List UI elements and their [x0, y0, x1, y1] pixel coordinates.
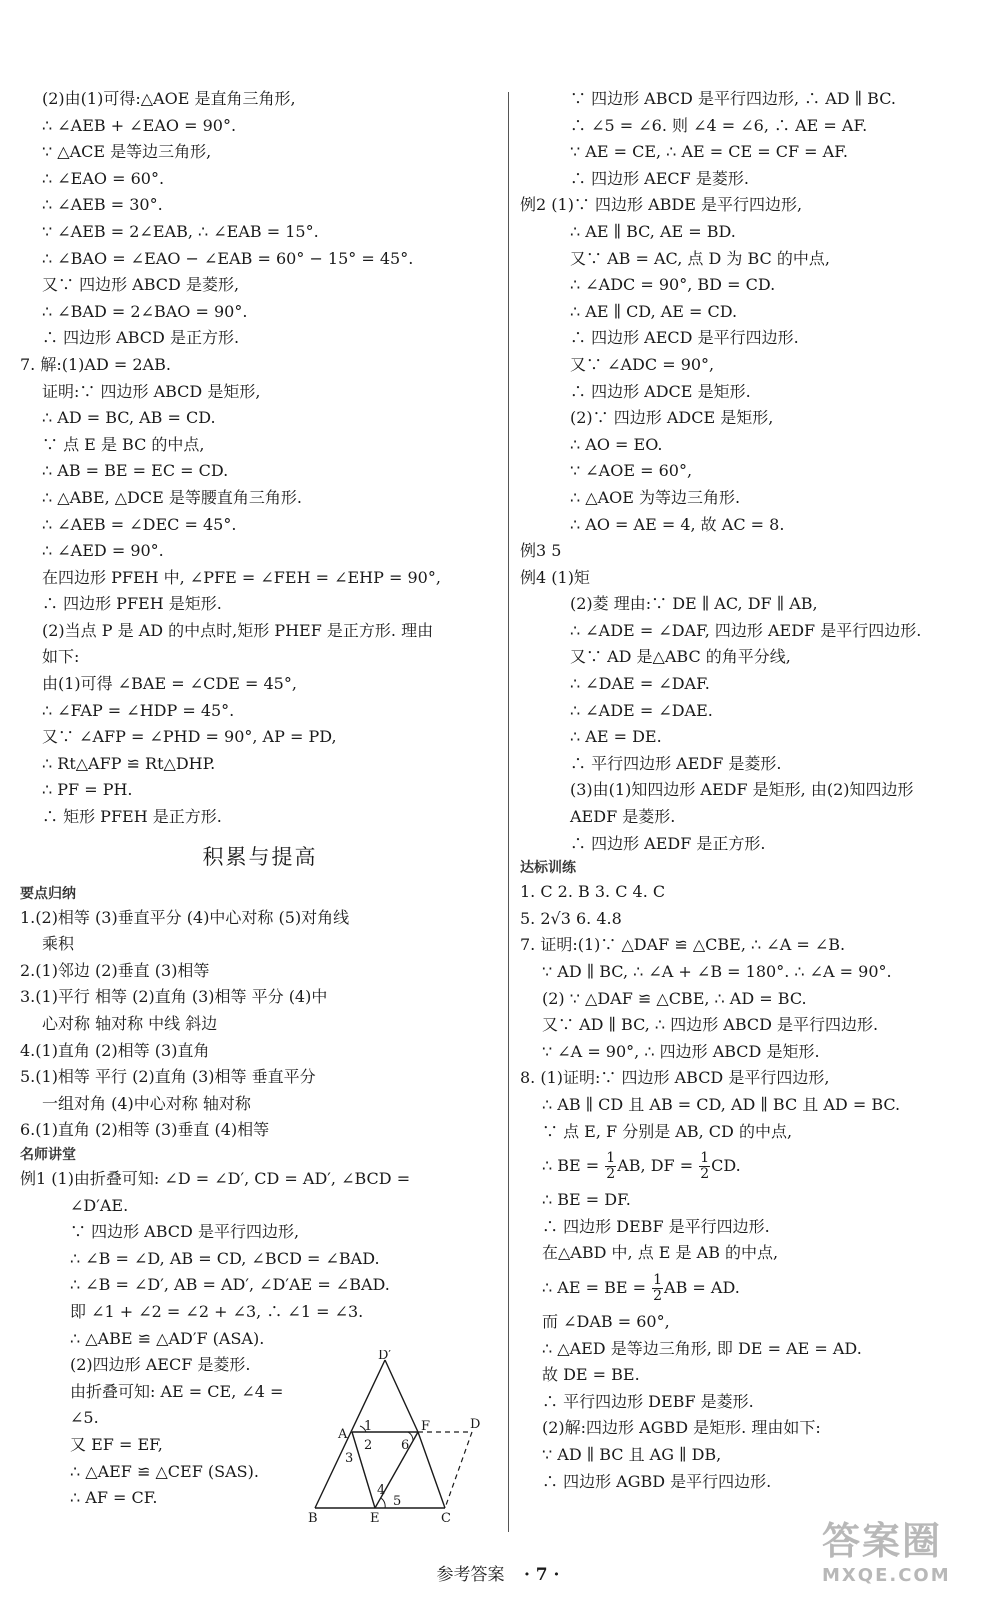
text-line: 又∵ AD 是△ABC 的角平分线, — [570, 647, 791, 667]
list-item: 乘积 — [42, 934, 75, 954]
fraction — [652, 1273, 663, 1303]
text-line: ∴ AB = BE = EC = CD. — [42, 461, 229, 481]
numerator: 1 — [606, 1150, 616, 1167]
text-line: ∴ Rt△AFP ≌ Rt△DHP. — [42, 753, 216, 773]
text-line: ∴ 四边形 DEBF 是平行四边形. — [542, 1216, 770, 1236]
text-fragment: CD. — [711, 1156, 741, 1176]
text-line: ∴ ∠DAE = ∠DAF. — [570, 674, 710, 694]
numerator: 1 — [653, 1272, 663, 1289]
folding-figure — [300, 1350, 485, 1525]
watermark-url: MXQE.COM — [822, 1565, 951, 1586]
text-line: ∴ PF = PH. — [42, 780, 133, 800]
text-line: 8. (1)证明:∵ 四边形 ABCD 是平行四边形, — [520, 1068, 830, 1088]
example-2 — [520, 192, 990, 538]
text-line: 在△ABD 中, 点 E 是 AB 的中点, — [542, 1243, 779, 1263]
text-line: ∴ 四边形 ADCE 是矩形. — [570, 381, 751, 401]
text-line: 又∵ ∠ADC = 90°, — [570, 354, 715, 374]
text-line: ∴ 矩形 PFEH 是正方形. — [42, 807, 222, 827]
text-line: ∴ 四边形 ABCD 是正方形. — [42, 328, 240, 348]
label-d: D — [470, 1417, 481, 1432]
text-line: 在四边形 PFEH 中, ∠PFE = ∠FEH = ∠EHP = 90°, — [42, 567, 441, 587]
training-heading: 达标训练 — [520, 860, 576, 877]
text-line: ∴ 平行四边形 DEBF 是菱形. — [542, 1391, 754, 1411]
denominator: 2 — [653, 1287, 663, 1304]
text-line: ∴ ∠FAP = ∠HDP = 45°. — [42, 700, 235, 720]
list-item: 6.(1)直角 (2)相等 (3)垂直 (4)相等 — [20, 1120, 270, 1140]
label-angle-6: 6 — [401, 1438, 410, 1453]
text-line: 又∵ 四边形 ABCD 是菱形, — [42, 275, 240, 295]
text-line: 又∵ AB = AC, 点 D 为 BC 的中点, — [570, 248, 830, 268]
text-line: ∴ AE = DE. — [570, 727, 662, 747]
text-line: ∴ ∠ADE = ∠DAE. — [570, 700, 713, 720]
fraction — [699, 1151, 710, 1181]
edge-dprime-b — [315, 1360, 385, 1508]
text-line: ∴ 四边形 PFEH 是矩形. — [42, 594, 222, 614]
text-line: (2)四边形 AECF 是菱形. — [70, 1355, 251, 1375]
denominator: 2 — [700, 1166, 710, 1183]
edge-dprime-f — [385, 1360, 418, 1432]
label-b: B — [308, 1511, 318, 1525]
fraction-line — [520, 1267, 990, 1309]
text-line: ∴ ∠AEB + ∠EAO = 90°. — [42, 115, 237, 135]
text-line: ∴ ∠5 = ∠6. 则 ∠4 = ∠6, ∴ AE = AF. — [570, 115, 868, 135]
list-item: 4.(1)直角 (2)相等 (3)直角 — [20, 1040, 210, 1060]
column-divider — [508, 92, 509, 1532]
text-line: (3)由(1)知四边形 AEDF 是矩形, 由(2)知四边形 — [570, 780, 914, 800]
text-line: 故 DE = BE. — [542, 1365, 640, 1385]
text-line: (2) ∵ △DAF ≌ △CBE, ∴ AD = BC. — [542, 988, 807, 1008]
footer-label: 参考答案 — [436, 1565, 505, 1585]
example-3: 例3 5 — [520, 541, 562, 561]
text-line: ∴ ∠AED = 90°. — [42, 541, 164, 561]
text-line: ∵ AD ∥ BC, ∴ ∠A + ∠B = 180°. ∴ ∠A = 90°. — [542, 962, 892, 981]
text-line: 如下: — [42, 647, 80, 667]
text-line: ∴ △AED 是等边三角形, 即 DE = AE = AD. — [542, 1338, 862, 1358]
text-line: ∴ 平行四边形 AEDF 是菱形. — [570, 753, 782, 773]
text-line: 由折叠可知: AE = CE, ∠4 = — [70, 1381, 284, 1401]
text-line: 又 EF = EF, — [70, 1434, 163, 1454]
text-line: ∴ BE = DF. — [542, 1190, 631, 1210]
label-angle-1: 1 — [364, 1419, 373, 1434]
list-item: 心对称 轴对称 中线 斜边 — [42, 1014, 218, 1033]
text-line: ∵ AE = CE, ∴ AE = CE = CF = AF. — [570, 142, 848, 162]
text-line: ∵ ∠AOE = 60°, — [570, 461, 693, 481]
text-line: ∴ AO = AE = 4, 故 AC = 8. — [570, 514, 785, 534]
text-line: ∴ AE ∥ BC, AE = BD. — [570, 221, 736, 241]
text-line: ∴ ∠B = ∠D, AB = CD, ∠BCD = ∠BAD. — [70, 1248, 380, 1268]
text-line: ∴ ∠ADE = ∠DAF, 四边形 AEDF 是平行四边形. — [570, 620, 922, 640]
text-line: 由(1)可得 ∠BAE = ∠CDE = 45°, — [42, 674, 297, 694]
text-fragment: AB, DF = — [617, 1156, 699, 1176]
left-top-solution — [20, 86, 500, 352]
summary-heading: 要点归纳 — [20, 885, 76, 902]
text-line: 例2 (1)∵ 四边形 ABDE 是平行四边形, — [520, 195, 803, 215]
text-line: ∵ 四边形 ABCD 是平行四边形, ∴ AD ∥ BC. — [570, 89, 896, 108]
text-line: ∴ 四边形 AGBD 是平行四边形. — [542, 1471, 772, 1491]
text-line: ∴ AD = BC, AB = CD. — [42, 408, 216, 428]
label-angle-2: 2 — [364, 1438, 373, 1453]
text-line: ∴ 四边形 AECF 是菱形. — [570, 168, 749, 188]
list-item: 1.(2)相等 (3)垂直平分 (4)中心对称 (5)对角线 — [20, 907, 350, 927]
text-fragment: AB = AD. — [664, 1277, 740, 1297]
text-line: (2)菱 理由:∵ DE ∥ AC, DF ∥ AB, — [570, 594, 818, 614]
text-line: 证明:∵ 四边形 ABCD 是矩形, — [42, 381, 261, 401]
text-line: ∴ AO = EO. — [570, 434, 663, 454]
text-line: ∴ AF = CF. — [70, 1488, 158, 1508]
label-angle-3: 3 — [345, 1451, 354, 1466]
left-column — [20, 86, 500, 1512]
text-line: ∠D′AE. — [70, 1195, 129, 1215]
text-line: ∵ AD ∥ BC 且 AG ∥ DB, — [542, 1444, 722, 1464]
label-f: F — [421, 1419, 431, 1434]
text-line: ∴ ∠B = ∠D′, AB = AD′, ∠D′AE = ∠BAD. — [70, 1275, 390, 1295]
question-7-proof — [520, 932, 990, 1065]
text-line: ∵ 点 E, F 分别是 AB, CD 的中点, — [542, 1121, 793, 1141]
text-line: 而 ∠DAB = 60°, — [542, 1311, 670, 1331]
text-line: 例4 (1)矩 — [520, 567, 590, 587]
text-line: ∠5. — [70, 1408, 99, 1428]
example-4 — [520, 565, 990, 858]
numerator: 1 — [700, 1150, 710, 1167]
text-line: ∴ 四边形 AEDF 是正方形. — [570, 833, 766, 853]
label-a: A — [338, 1427, 348, 1442]
edge-f-c — [418, 1432, 445, 1508]
text-line: ∴ ∠BAO = ∠EAO − ∠EAB = 60° − 15° = 45°. — [42, 248, 414, 268]
text-line: ∴ 四边形 AECD 是平行四边形. — [570, 328, 799, 348]
label-angle-4: 4 — [377, 1483, 386, 1498]
text-line: ∵ 四边形 ABCD 是平行四边形, — [70, 1222, 300, 1242]
text-line: ∴ ∠AEB = ∠DEC = 45°. — [42, 514, 237, 534]
dashed-d-c — [445, 1432, 472, 1508]
text-line: (2)由(1)可得:△AOE 是直角三角形, — [42, 89, 296, 108]
text-line: ∵ △ACE 是等边三角形, — [42, 142, 212, 162]
summary-list — [20, 905, 500, 1144]
list-item: 一组对角 (4)中心对称 轴对称 — [42, 1093, 251, 1113]
text-line: (2)解:四边形 AGBD 是矩形. 理由如下: — [542, 1418, 821, 1438]
text-line: ∴ AE ∥ CD, AE = CD. — [570, 301, 738, 321]
text-line: ∴ ∠ADC = 90°, BD = CD. — [570, 275, 776, 295]
text-line: 例1 (1)由折叠可知: ∠D = ∠D′, CD = AD′, ∠BCD = — [20, 1168, 411, 1188]
text-line: (2)∵ 四边形 ADCE 是矩形, — [570, 408, 774, 428]
text-line: ∵ ∠AEB = 2∠EAB, ∴ ∠EAB = 15°. — [42, 221, 319, 241]
label-e: E — [370, 1511, 380, 1525]
label-angle-5: 5 — [393, 1494, 402, 1509]
list-item: 2.(1)邻边 (2)垂直 (3)相等 — [20, 960, 210, 980]
page-number: · 7 · — [523, 1565, 560, 1585]
text-line: ∴ ∠BAD = 2∠BAO = 90°. — [42, 301, 248, 321]
text-line: ∵ ∠A = 90°, ∴ 四边形 ABCD 是矩形. — [542, 1041, 820, 1061]
text-line: 又∵ ∠AFP = ∠PHD = 90°, AP = PD, — [42, 727, 337, 747]
right-top-solution — [520, 86, 990, 192]
watermark-text: 答案圈 — [822, 1519, 943, 1563]
section-title: 积累与提高 — [202, 844, 318, 869]
text-line: (2)当点 P 是 AD 的中点时,矩形 PHEF 是正方形. 理由 — [42, 620, 434, 640]
text-line: 即 ∠1 + ∠2 = ∠2 + ∠3, ∴ ∠1 = ∠3. — [70, 1301, 364, 1321]
label-c: C — [441, 1511, 451, 1525]
text-line: ∵ 点 E 是 BC 的中点, — [42, 434, 205, 454]
text-line: ∴ AB ∥ CD 且 AB = CD, AD ∥ BC 且 AD = BC. — [542, 1094, 901, 1114]
angle-arc-4 — [381, 1498, 385, 1508]
list-item: 5.(1)相等 平行 (2)直角 (3)相等 垂直平分 — [20, 1067, 316, 1087]
text-line: ∴ ∠EAO = 60°. — [42, 168, 165, 188]
answer-line: 5. 2√3 6. 4.8 — [520, 908, 622, 928]
fraction — [605, 1151, 616, 1181]
lecture-heading: 名师讲堂 — [20, 1146, 76, 1163]
text-fragment: ∴ AE = BE = — [542, 1277, 652, 1297]
text-line: 7. 解:(1)AD = 2AB. — [20, 354, 171, 374]
text-line: ∴ △ABE ≌ △AD′F (ASA). — [70, 1328, 265, 1348]
fraction-line — [520, 1145, 990, 1187]
text-line: ∴ △AOE 为等边三角形. — [570, 487, 741, 507]
question-7-solution — [20, 352, 500, 831]
list-item: 3.(1)平行 相等 (2)直角 (3)相等 平分 (4)中 — [20, 987, 328, 1007]
text-line: ∴ ∠AEB = 30°. — [42, 195, 163, 215]
right-column — [520, 86, 990, 1495]
text-line: ∴ △ABE, △DCE 是等腰直角三角形. — [42, 487, 302, 507]
watermark-logo — [822, 1510, 992, 1590]
label-dprime: D′ — [378, 1350, 392, 1363]
text-line: AEDF 是菱形. — [570, 807, 676, 827]
text-line: 又∵ AD ∥ BC, ∴ 四边形 ABCD 是平行四边形. — [542, 1015, 879, 1035]
text-fragment: ∴ BE = — [542, 1156, 605, 1176]
answer-line: 1. C 2. B 3. C 4. C — [520, 882, 666, 902]
text-line: ∴ △AEF ≌ △CEF (SAS). — [70, 1461, 259, 1481]
question-8-solution — [520, 1065, 990, 1495]
text-line: 7. 证明:(1)∵ △DAF ≌ △CBE, ∴ ∠A = ∠B. — [520, 935, 846, 955]
denominator: 2 — [606, 1166, 616, 1183]
